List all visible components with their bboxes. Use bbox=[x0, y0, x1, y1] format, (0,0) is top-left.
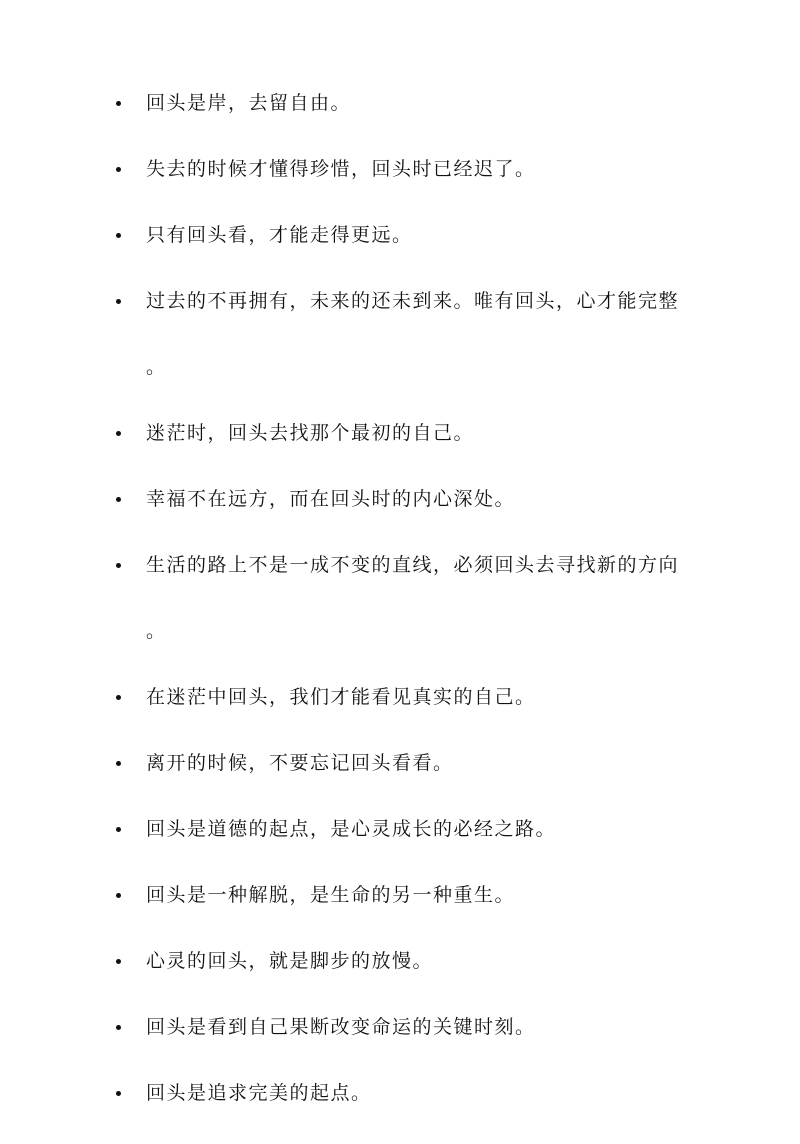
list-item-text-continued: 。 bbox=[146, 356, 167, 378]
bullet-icon bbox=[116, 299, 121, 304]
list-item bbox=[114, 946, 704, 976]
list-item bbox=[114, 550, 704, 646]
bullet-icon bbox=[116, 1091, 121, 1096]
list-item-text: 离开的时候，不要忘记回头看看。 bbox=[146, 752, 454, 774]
list-item bbox=[114, 418, 704, 448]
bullet-icon bbox=[116, 233, 121, 238]
list-item bbox=[114, 88, 704, 118]
bullet-icon bbox=[116, 827, 121, 832]
list-item bbox=[114, 154, 704, 184]
bullet-icon bbox=[116, 167, 121, 172]
bullet-icon bbox=[116, 959, 121, 964]
bullet-icon bbox=[116, 101, 121, 106]
list-item-text: 迷茫时，回头去找那个最初的自己。 bbox=[146, 422, 475, 444]
bullet-icon bbox=[116, 497, 121, 502]
bullet-icon bbox=[116, 563, 121, 568]
list-item bbox=[114, 748, 704, 778]
list-item-text: 回头是追求完美的起点。 bbox=[146, 1082, 372, 1104]
list-item bbox=[114, 814, 704, 844]
list-item bbox=[114, 484, 704, 514]
list-item bbox=[114, 1012, 704, 1042]
list-item-text: 失去的时候才懂得珍惜，回头时已经迟了。 bbox=[146, 158, 536, 180]
list-item-text-continued: 。 bbox=[146, 620, 167, 642]
list-item bbox=[114, 880, 704, 910]
list-item-text: 回头是看到自己果断改变命运的关键时刻。 bbox=[146, 1016, 536, 1038]
bullet-icon bbox=[116, 695, 121, 700]
bullet-icon bbox=[116, 1025, 121, 1030]
quote-list bbox=[114, 88, 704, 1144]
list-item-text: 回头是一种解脱，是生命的另一种重生。 bbox=[146, 884, 516, 906]
bullet-icon bbox=[116, 761, 121, 766]
bullet-icon bbox=[116, 893, 121, 898]
list-item-text: 回头是道德的起点，是心灵成长的必经之路。 bbox=[146, 818, 557, 840]
bullet-icon bbox=[116, 431, 121, 436]
list-item bbox=[114, 220, 704, 250]
list-item bbox=[114, 1078, 704, 1108]
list-item bbox=[114, 286, 704, 382]
list-item-text: 过去的不再拥有，未来的还未到来。唯有回头，心才能完整 bbox=[146, 290, 680, 312]
list-item-text: 生活的路上不是一成不变的直线，必须回头去寻找新的方向 bbox=[146, 554, 680, 576]
list-item-text: 心灵的回头，就是脚步的放慢。 bbox=[146, 950, 434, 972]
list-item bbox=[114, 682, 704, 712]
list-item-text: 在迷茫中回头，我们才能看见真实的自己。 bbox=[146, 686, 536, 708]
list-item-text: 回头是岸，去留自由。 bbox=[146, 92, 352, 114]
list-item-text: 只有回头看，才能走得更远。 bbox=[146, 224, 413, 246]
list-item-text: 幸福不在远方，而在回头时的内心深处。 bbox=[146, 488, 516, 510]
